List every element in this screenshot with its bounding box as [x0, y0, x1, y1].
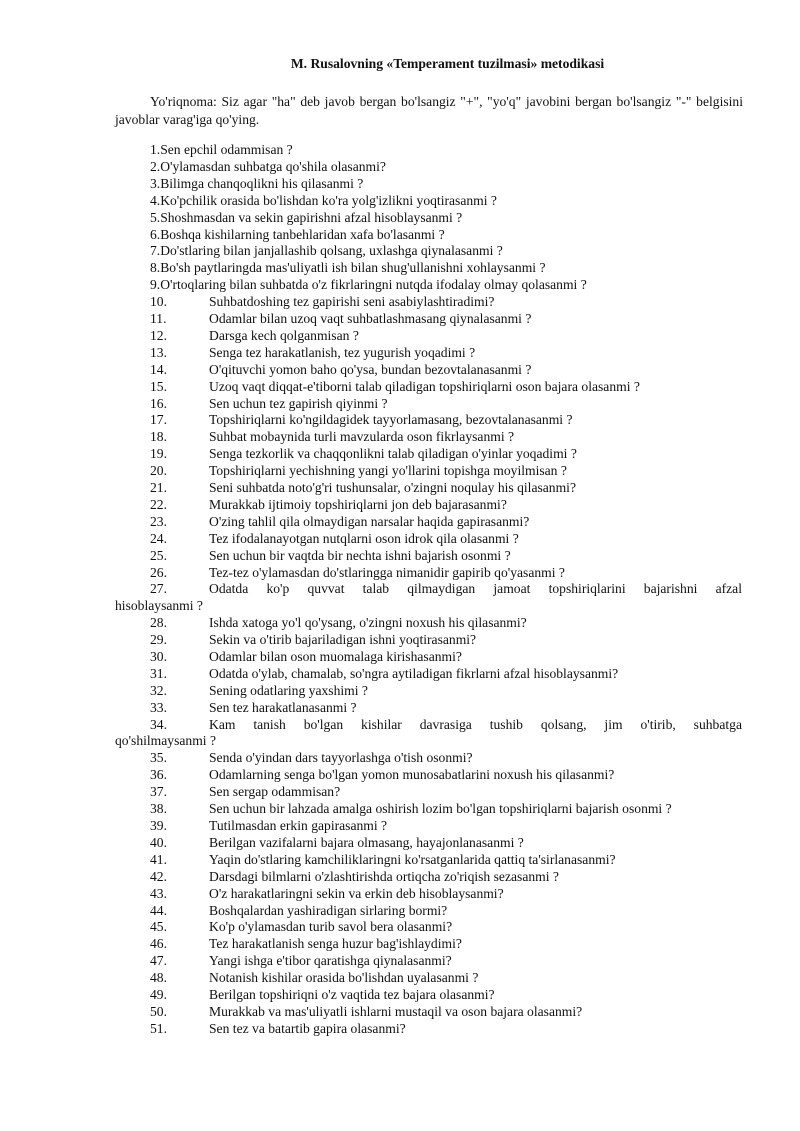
question-text: 6.Boshqa kishilarning tanbehlaridan xafa bo'lasanmi ? — [150, 226, 445, 242]
question-number: 43. — [150, 885, 167, 901]
question-number: 22. — [150, 496, 167, 512]
question-text: Sekin va o'tirib bajariladigan ishni yoqtirasanmi? — [209, 632, 477, 648]
question-number: 27. — [150, 581, 167, 597]
question-text: Sening odatlaring yaxshimi ? — [209, 682, 368, 698]
question-text: Darsdagi bilmlarni o'zlashtirishda ortiqcha zo'riqish sezasanmi ? — [209, 868, 559, 884]
question-text: Boshqalardan yashiradigan sirlaring bormi? — [209, 902, 448, 918]
question-text: Sen sergap odammisan? — [209, 784, 341, 800]
question-text: O'z harakatlaringni sekin va erkin deb hisoblaysanmi? — [209, 885, 504, 901]
question-number: 29. — [150, 632, 167, 648]
question-text: Tez ifodalanayotgan nutqlarni oson idrok qila olasanmi ? — [209, 530, 519, 546]
question-text: Tez-tez o'ylamasdan do'stlaringga nimanidir gapirib qo'yasanmi ? — [209, 564, 565, 580]
question-text: Tez harakatlanish senga huzur bag'ishlaydimi? — [209, 936, 462, 952]
question-text: Sen uchun bir vaqtda bir nechta ishni bajarish osonmi ? — [209, 547, 511, 563]
question-text: Odamlar bilan uzoq vaqt suhbatlashmasang qiynalasanmi ? — [209, 311, 532, 326]
question-text: Murakkab va mas'uliyatli ishlarni mustaqil va oson bajara olasanmi? — [209, 1003, 583, 1019]
question-text: 5.Shoshmasdan va sekin gapirishni afzal hisoblaysanmi ? — [150, 209, 463, 225]
question-text: Uzoq vaqt diqqat-e'tiborni talab qiladigan topshiriqlarni oson bajara olasanmi ? — [209, 378, 640, 394]
document-title: M. Rusalovning «Temperament tuzilmasi» metodikasi — [290, 56, 605, 71]
question-text: Berilgan vazifalarni bajara olmasang, hayajonlanasanmi ? — [209, 834, 524, 850]
question-number: 13. — [150, 344, 167, 360]
question-text: 4.Ko'pchilik orasida bo'lishdan ko'ra yolg'izlikni yoqtirasanmi ? — [150, 192, 497, 208]
question-number: 28. — [150, 615, 167, 631]
question-number: 35. — [150, 750, 167, 766]
question-text: Ko'p o'ylamasdan turib savol bera olasanmi? — [209, 919, 453, 935]
question-text: Suhbat mobaynida turli mavzularda oson fikrlaysanmi ? — [209, 429, 515, 445]
question-number: 17. — [150, 412, 167, 428]
question-number: 44. — [150, 902, 167, 918]
question-text: Odamlar bilan oson muomalaga kirishasanmi? — [209, 649, 462, 664]
question-text: 9.O'rtoqlaring bilan suhbatda o'z fikrlaringni nutqda ifodalay olmay qolasanmi ? — [150, 277, 587, 293]
question-text: Senda o'yindan dars tayyorlashga o'tish osonmi? — [209, 750, 473, 766]
question-number: 33. — [150, 699, 167, 715]
question-number: 32. — [150, 682, 167, 698]
question-text: Murakkab ijtimoiy topshiriqlarni jon deb bajarasanmi? — [209, 496, 507, 512]
question-number: 47. — [150, 953, 167, 969]
question-number: 16. — [150, 395, 167, 411]
question-number: 23. — [150, 513, 167, 529]
question-number: 14. — [150, 361, 167, 377]
question-text: 3.Bilimga chanqoqlikni his qilasanmi ? — [150, 175, 364, 191]
question-text: Odatda o'ylab, chamalab, so'ngra aytiladigan fikrlarni afzal hisoblaysanmi? — [209, 665, 619, 681]
question-text: 7.Do'stlaring bilan janjallashib qolsang, uxlashga qiynalasanmi ? — [150, 243, 503, 259]
question-text: O'qituvchi yomon baho qo'ysa, bundan bezovtalanasanmi ? — [209, 361, 532, 377]
question-text: Suhbatdoshing tez gapirishi seni asabiylashtiradimi? — [209, 294, 495, 310]
question-text: Senga tez harakatlanish, tez yugurish yoqadimi ? — [209, 344, 476, 360]
question-text: Senga tezkorlik va chaqqonlikni talab qiladigan o'yinlar yoqadimi ? — [209, 446, 577, 462]
question-number: 36. — [150, 767, 167, 783]
question-text: Seni suhbatda noto'g'ri tushunsalar, o'zingni noqulay his qilasanmi? — [209, 480, 576, 495]
question-number: 10. — [150, 294, 167, 310]
question-number: 38. — [150, 801, 167, 817]
question-number: 39. — [150, 818, 167, 833]
question-number: 20. — [150, 463, 167, 479]
question-text: Topshiriqlarni yechishning yangi yo'llarini topishga moyilmisan ? — [209, 463, 567, 479]
instruction-text: Yo'riqnoma: Siz agar "ha" deb javob bergan bo'lsangiz "+", "yo'q" javobini bergan bo'lsangiz "-" belgisini javoblar varag'iga qo'ying. — [115, 94, 743, 127]
question-number: 49. — [150, 987, 167, 1002]
question-text: Sen uchun tez gapirish qiyinmi ? — [209, 395, 388, 411]
question-number: 50. — [150, 1003, 167, 1019]
question-number: 25. — [150, 547, 167, 563]
question-text: Notanish kishilar orasida bo'lishdan uyalasanmi ? — [209, 970, 479, 986]
question-text: Odatda ko'p quvvat talab qilmaydigan jamoat topshiriqlarini bajarishni afzal — [209, 581, 742, 597]
question-text: Darsga kech qolganmisan ? — [209, 327, 359, 343]
question-text: 1.Sen epchil odammisan ? — [150, 142, 293, 157]
question-text-continuation: qo'shilmaysanmi ? — [115, 733, 216, 749]
question-number: 24. — [150, 530, 167, 546]
question-text: Yangi ishga e'tibor qaratishga qiynalasanmi? — [209, 953, 452, 969]
question-text: Topshiriqlarni ko'ngildagidek tayyorlamasang, bezovtalanasanmi ? — [209, 412, 573, 428]
question-number: 41. — [150, 851, 167, 867]
question-number: 15. — [150, 378, 167, 394]
question-text: Ishda xatoga yo'l qo'ysang, o'zingni noxush his qilasanmi? — [209, 615, 527, 631]
question-number: 51. — [150, 1020, 167, 1036]
question-text: Kam tanish bo'lgan kishilar davrasiga tushib qolsang, jim o'tirib, suhbatga — [209, 716, 742, 732]
question-text: 2.O'ylamasdan suhbatga qo'shila olasanmi? — [150, 158, 386, 174]
question-number: 40. — [150, 834, 167, 850]
question-number: 18. — [150, 429, 167, 445]
question-number: 34. — [150, 716, 167, 732]
instruction-paragraph — [115, 93, 743, 129]
question-text: Sen uchun bir lahzada amalga oshirish lozim bo'lgan topshiriqlarni bajarish osonmi ? — [209, 801, 672, 817]
question-text: Odamlarning senga bo'lgan yomon munosabatlarini noxush his qilasanmi? — [209, 767, 615, 783]
question-number: 37. — [150, 784, 167, 800]
question-text: Tutilmasdan erkin gapirasanmi ? — [209, 818, 388, 833]
question-text: Yaqin do'stlaring kamchiliklaringni ko'rsatganlarida qattiq ta'sirlanasanmi? — [209, 851, 616, 867]
question-text: O'zing tahlil qila olmaydigan narsalar haqida gapirasanmi? — [209, 513, 530, 529]
question-text-continuation: hisoblaysanmi ? — [115, 598, 203, 614]
question-text: 8.Bo'sh paytlaringda mas'uliyatli ish bilan shug'ullanishni xohlaysanmi ? — [150, 260, 546, 276]
question-text: Sen tez harakatlanasanmi ? — [209, 699, 357, 715]
question-number: 26. — [150, 564, 167, 580]
question-number: 19. — [150, 446, 167, 462]
question-number: 12. — [150, 327, 167, 343]
question-number: 11. — [150, 311, 167, 326]
question-text: Sen tez va batartib gapira olasanmi? — [209, 1020, 406, 1036]
question-number: 48. — [150, 970, 167, 986]
question-number: 31. — [150, 665, 167, 681]
question-number: 46. — [150, 936, 167, 952]
question-number: 30. — [150, 649, 167, 664]
question-text: Berilgan topshiriqni o'z vaqtida tez bajara olasanmi? — [209, 987, 495, 1002]
question-number: 42. — [150, 868, 167, 884]
question-number: 45. — [150, 919, 167, 935]
question-number: 21. — [150, 480, 167, 495]
